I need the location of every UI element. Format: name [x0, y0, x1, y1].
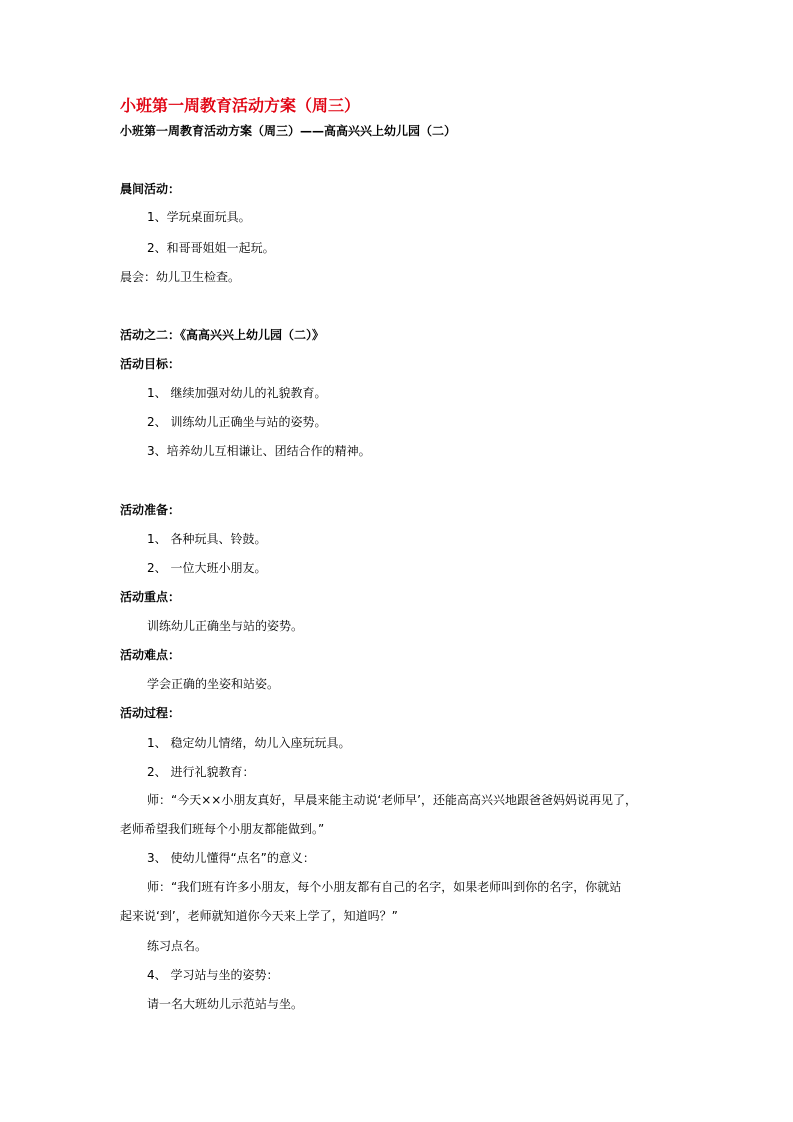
morning-item: 2、和哥哥姐姐一起玩。	[147, 241, 275, 255]
goal-item: 2、 训练幼儿正确坐与站的姿势。	[147, 415, 327, 429]
process-line: 3、 使幼儿懂得“点名”的意义：	[147, 851, 315, 865]
process-line: 师：“今天××小朋友真好，早晨来能主动说‘老师早’，还能高高兴兴地跟爸爸妈妈说再见了，	[147, 793, 637, 807]
process-line: 起来说‘到’，老师就知道你今天来上学了，知道吗？”	[120, 909, 398, 923]
process-line: 老师希望我们班每个小朋友都能做到。”	[120, 822, 325, 836]
difficulty-heading: 活动难点：	[120, 648, 181, 662]
process-line: 请一名大班幼儿示范站与坐。	[147, 997, 304, 1011]
morning-item: 1、学玩桌面玩具。	[147, 210, 251, 224]
process-line: 4、 学习站与坐的姿势：	[147, 968, 279, 982]
goal-item: 1、 继续加强对幼儿的礼貌教育。	[147, 386, 327, 400]
key-heading: 活动重点：	[120, 590, 181, 604]
process-line: 练习点名。	[147, 939, 208, 953]
goals-heading: 活动目标：	[120, 357, 181, 371]
prep-heading: 活动准备：	[120, 503, 181, 517]
activity-heading: 活动之二：《高高兴兴上幼儿园（二）》	[120, 328, 325, 342]
process-heading: 活动过程：	[120, 706, 181, 720]
difficulty-text: 学会正确的坐姿和站姿。	[147, 677, 280, 691]
prep-item: 2、 一位大班小朋友。	[147, 561, 267, 575]
process-line: 师：“我们班有许多小朋友，每个小朋友都有自己的名字，如果老师叫到你的名字，你就站	[147, 880, 622, 894]
process-line: 1、 稳定幼儿情绪，幼儿入座玩玩具。	[147, 736, 351, 750]
process-line: 2、 进行礼貌教育：	[147, 765, 255, 779]
document-title: 小班第一周教育活动方案（周三）	[120, 96, 361, 115]
document-subtitle: 小班第一周教育活动方案（周三）——高高兴兴上幼儿园（二）	[120, 124, 457, 138]
goal-item: 3、培养幼儿互相谦让、团结合作的精神。	[147, 444, 371, 458]
morning-meeting: 晨会：幼儿卫生检查。	[120, 270, 241, 284]
prep-item: 1、 各种玩具、铃鼓。	[147, 532, 267, 546]
morning-heading: 晨间活动：	[120, 182, 181, 196]
key-text: 训练幼儿正确坐与站的姿势。	[147, 619, 304, 633]
